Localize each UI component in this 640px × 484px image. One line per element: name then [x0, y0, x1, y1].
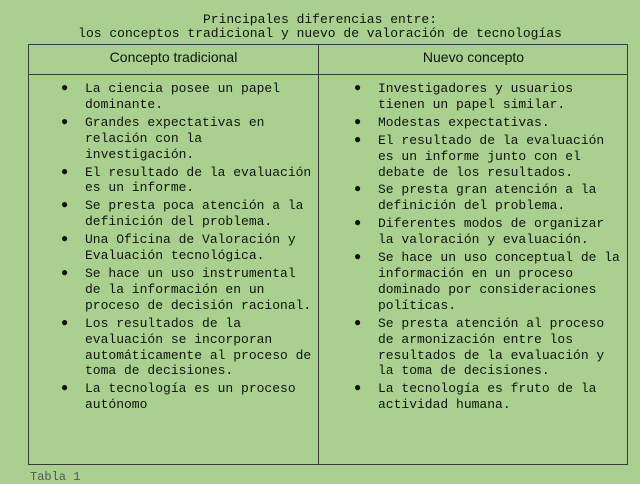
list-item-text: Una Oficina de Valoración y Evaluación tecnológica. — [85, 232, 296, 264]
cut-off-caption: Tabla 1 — [30, 470, 81, 484]
list-item-text: La ciencia posee un papel dominante. — [85, 81, 281, 112]
list-item — [55, 232, 313, 264]
bullet-icon: ● — [61, 232, 69, 247]
bullet-icon: ● — [354, 250, 362, 265]
comparison-table — [28, 44, 628, 465]
table-title — [0, 13, 640, 41]
bullet-icon: ● — [61, 198, 69, 213]
bullet-icon: ● — [354, 132, 362, 147]
list-item — [348, 316, 626, 380]
bullet-icon: ● — [61, 164, 69, 179]
new-concept-list — [348, 81, 626, 413]
list-item-text: Se hace un uso conceptual de la información en un proceso dominado por consideraciones políticas. — [378, 250, 620, 313]
bullet-icon: ● — [354, 381, 362, 396]
list-item-text: El resultado de la evaluación es un informe. — [85, 164, 312, 196]
list-item-text: El resultado de la evaluación es un informe junto con el debate de los resultados. — [378, 132, 605, 180]
list-item — [55, 198, 313, 230]
list-item — [55, 81, 313, 113]
header-traditional-concept: Concepto tradicional — [109, 49, 238, 65]
list-item-text: Investigadores y usuarios tienen un papel similar. — [378, 81, 574, 112]
title-line-1: Principales diferencias entre: — [202, 12, 438, 27]
traditional-concept-column — [55, 81, 313, 415]
list-item — [348, 381, 626, 413]
bullet-icon: ● — [61, 81, 69, 95]
list-item-text: Grandes expectativas en relación con la investigación. — [85, 114, 265, 162]
list-item-text: Se hace un uso instrumental de la información en un proceso de decisión racional. — [85, 265, 312, 313]
list-item — [348, 182, 626, 214]
header-new-concept: Nuevo concepto — [422, 49, 525, 65]
list-item — [55, 381, 313, 413]
list-item-text: Se presta gran atención a la definición del problema. — [378, 182, 597, 214]
list-item-text: La tecnología es un proceso autónomo — [85, 381, 296, 413]
list-item-text: Diferentes modos de organizar la valoración y evaluación. — [378, 216, 605, 248]
bullet-icon: ● — [354, 315, 362, 330]
list-item-text: Se presta atención al proceso de armonización entre los resultados de la evaluación y la toma de decisiones. — [378, 315, 605, 379]
list-item — [55, 266, 313, 314]
new-concept-column — [348, 81, 626, 415]
bullet-icon: ● — [354, 81, 362, 95]
list-item — [348, 216, 626, 248]
list-item — [55, 316, 313, 380]
list-item — [55, 165, 313, 197]
list-item — [348, 81, 626, 113]
list-item — [348, 250, 626, 314]
bullet-icon: ● — [61, 315, 69, 330]
bullet-icon: ● — [61, 381, 69, 396]
bullet-icon: ● — [61, 265, 69, 280]
bullet-icon: ● — [354, 182, 362, 197]
traditional-concept-list — [55, 81, 313, 413]
list-item-text: Los resultados de la evaluación se incorporan automáticamente al proceso de toma de decisiones. — [85, 315, 312, 379]
bullet-icon: ● — [61, 114, 69, 129]
list-item-text: Modestas expectativas. — [378, 114, 550, 130]
list-item — [348, 133, 626, 181]
list-item-text: Se presta poca atención a la definición del problema. — [85, 198, 304, 230]
list-item — [55, 115, 313, 163]
column-divider — [318, 45, 319, 464]
header-divider — [29, 74, 627, 75]
title-line-2: los conceptos tradicional y nuevo de valoración de tecnologías — [78, 26, 562, 41]
list-item-text: La tecnología es fruto de la actividad humana. — [378, 381, 597, 413]
list-item — [348, 115, 626, 131]
bullet-icon: ● — [354, 114, 362, 129]
bullet-icon: ● — [354, 216, 362, 231]
